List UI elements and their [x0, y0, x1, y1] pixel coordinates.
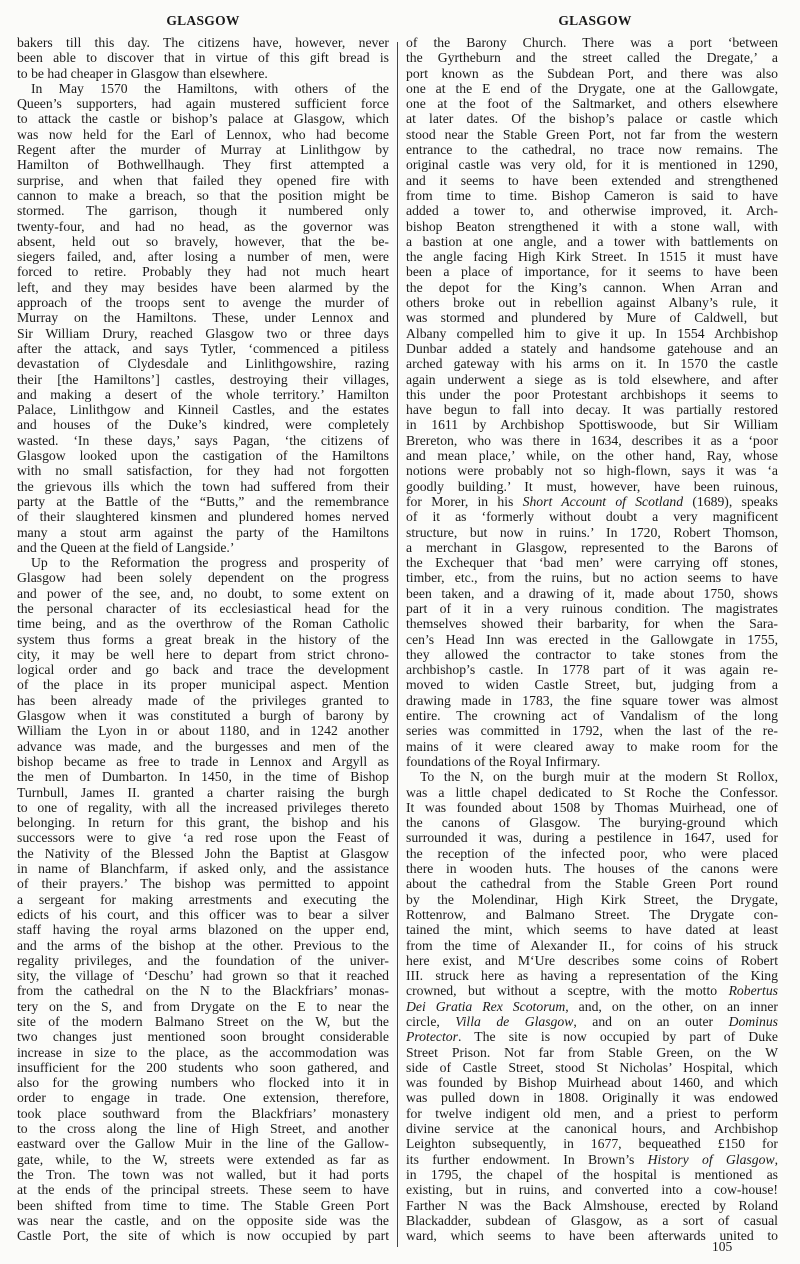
text-line: from time to time. Bishop Cameron is said to have [406, 187, 778, 203]
text-line: sity, the village of ‘Deschu’ had grown so that it reached [17, 968, 389, 984]
text-line: notions were probably not so high-flown, says it was ‘a [406, 463, 778, 479]
italic-title: Villa de Glasgow [455, 1014, 574, 1029]
text-line: gate, while, to the W, streets were extended as far as [17, 1151, 389, 1167]
text-line: others broke out in rebellion against Albany’s rule, it [406, 295, 778, 311]
text-line: series was committed in 1792, when the last of the re- [406, 723, 778, 739]
text-line: To the N, on the burgh muir at the modern St Rollox, [420, 769, 778, 785]
text-line: moved to widen Castle Street, but, judging from a [406, 677, 778, 693]
text-line: Sir William Drury, reached Glasgow two or three days [17, 325, 389, 341]
italic-title: Robertus [728, 983, 778, 999]
text-line: the grievous ills which the town had suffered from their [17, 478, 389, 494]
text-line: In May 1570 the Hamiltons, with others of the [31, 80, 389, 96]
text-line: the depot for the King’s cannon. When Arran and [406, 279, 778, 295]
text-segment: (1689), speaks [683, 493, 778, 509]
text-line: port known as the Subdean Port, and there was also [406, 65, 778, 81]
text-line: to attack the castle or bishop’s palace at Glasgow, which [17, 111, 389, 127]
text-line: there in wooden huts. The houses of the canons were [406, 861, 778, 877]
text-line: themselves showed their barbarity, for when the Sara- [406, 616, 778, 632]
text-line: this under the poor Protestant archbishops it seems to [406, 386, 778, 402]
text-line: Glasgow looked upon the castigation of the Hamiltons [17, 448, 389, 464]
text-line: in name of Blanchfarm, if asked only, and the assistance [17, 861, 389, 877]
text-line: to be had cheaper in Glasgow than elsewhere. [17, 65, 268, 81]
text-line: absent, held out so bravely, however, that the be- [17, 233, 389, 249]
text-line: Glasgow had been solely dependent on the progress [17, 570, 389, 586]
text-line: side of Castle Street, stood St Nicholas’ Hospital, which [406, 1059, 778, 1075]
text-line: Palace, Linlithgow and Kinneil Castles, and the estates [17, 402, 389, 418]
text-line: after the attack, and says Tytler, ‘commenced a pitiless [17, 340, 389, 356]
text-line: the personal character of its ecclesiastical head for the [17, 600, 389, 616]
text-line: regality privileges, and the foundation of the univer- [17, 952, 389, 968]
text-line: one at the E end of the Drygate, one at the Gallowgate, [406, 80, 778, 96]
text-line: one at the foot of the Saltmarket, and others elsewhere [406, 96, 778, 112]
text-line [406, 999, 778, 1014]
text-line: It was founded about 1508 by Thomas Muirhead, one of [406, 799, 778, 815]
text-line: Hamilton of Bothwellhaugh. They first attempted a [17, 157, 389, 173]
text-line: order to engage in trade. One extension, therefore, [17, 1090, 389, 1106]
text-line: Blackadder, subdean of Glasgow, as a sort of casual [406, 1212, 778, 1228]
text-line: logical order and go back and trace the development [17, 662, 389, 678]
text-line: William the Lyon in or about 1180, and in 1242 another [17, 723, 389, 739]
italic-title: Short Account of Scotland [522, 493, 684, 509]
text-line: and making a desert of the whole territory.’ Hamilton [17, 386, 389, 402]
text-line [406, 494, 778, 509]
text-line: drawing made in 1783, the fine square tower was almost [406, 692, 778, 708]
text-line: Dunbar added a stately and handsome gatehouse and an [406, 340, 778, 356]
text-line: Queen’s supporters, had again mustered sufficient force [17, 96, 389, 112]
text-line: Glasgow when it was constituted a burgh of barony by [17, 708, 389, 724]
text-line: advance was made, and the burgesses and men of the [17, 738, 389, 754]
text-line: of it as ‘formerly without doubt a very magnificent [406, 509, 778, 525]
page-number: 105 [712, 1239, 733, 1254]
text-line: a bastion at one angle, and a tower with battlements on [406, 233, 778, 249]
text-line: a sergeant for making arrestments and executing the [17, 891, 389, 907]
paragraph [17, 35, 389, 81]
column-divider [397, 42, 398, 1247]
text-line: time being, and as the overthrow of the Roman Catholic [17, 616, 389, 632]
text-line: many a stout arm against the party of the Hamiltons [17, 524, 389, 540]
right-column [406, 35, 778, 1243]
text-line: mains of it were cleared away to make room for the [406, 738, 778, 754]
text-line: arched gateway with his arms on it. In 1570 the castle [406, 356, 778, 372]
text-line: Turnbull, James II. granted a charter raising the burgh [17, 784, 389, 800]
text-line: from the time of Alexander II., for coins of his struck [406, 937, 778, 953]
text-line: the Exchequer that ‘bad men’ were carrying off stones, [406, 555, 778, 571]
text-line: was near the castle, and on the opposite side was the [17, 1212, 389, 1228]
text-line: to the cross along the line of High Street, and another [17, 1121, 389, 1137]
text-line: at later dates. Of the bishop’s palace or castle which [406, 111, 778, 127]
text-line: Farther N was the Back Almshouse, erected by Roland [406, 1197, 778, 1213]
text-line: goodly building.’ It must, however, have been ruinous, [406, 478, 778, 494]
text-line: approach of the troops sent to avenge the murder of [17, 295, 389, 311]
italic-title: History of Glasgow [647, 1151, 775, 1167]
text-line: city, it may be well here to depart from strict chrono- [17, 646, 389, 662]
text-line: at the ends of the principal streets. These seem to have [17, 1182, 389, 1198]
text-segment: its further endowment. In Brown’s [406, 1151, 648, 1167]
text-line: belonging. In return for this grant, the bishop and his [17, 815, 389, 831]
italic-title: Protector [406, 1029, 458, 1045]
text-line [406, 1014, 778, 1029]
text-line: been a place of importance, for it seems to have been [406, 264, 778, 280]
text-line: stood near the Stable Green Port, not far from the western [406, 126, 778, 142]
text-line: divine service at the canonical hours, and Archbishop [406, 1121, 778, 1137]
text-segment: , and on an outer [573, 1014, 729, 1029]
text-line: twenty-four, and had no head, as the governor was [17, 218, 389, 234]
text-line: insufficient for the 200 students who soon gathered, and [17, 1059, 389, 1075]
text-line: III. struck here as having a representation of the King [406, 968, 778, 984]
text-line: and it seems to have been extended and strengthened [406, 172, 778, 188]
text-line: the Tron. The town was not walled, but it had ports [17, 1166, 389, 1182]
text-line: forced to retire. Probably they had not much heart [17, 264, 389, 280]
text-line: foundations of the Royal Infirmary. [406, 753, 601, 769]
text-line: edicts of his court, and this officer was to bear a silver [17, 906, 389, 922]
text-line: about the cathedral from the Stable Green Port round [406, 876, 778, 892]
text-line: the men of Dumbarton. In 1450, in the time of Bishop [17, 769, 389, 785]
text-line: with no small satisfaction, for they had not forgotten [17, 463, 389, 479]
text-line: wasted. ‘In these days,’ says Pagan, ‘the citizens of [17, 432, 389, 448]
text-segment: for Morer, in his [406, 493, 523, 509]
text-line: been shifted from time to time. The Stable Green Port [17, 1197, 389, 1213]
text-line: added a tower to, and otherwise improved, it. Arch- [406, 203, 778, 219]
text-line: been able to discover that in virtue of this gift bread is [17, 50, 389, 66]
text-line: have begun to fall into decay. It was partially restored [406, 402, 778, 418]
text-line: existing, but in ruins, and converted into a cow-house! [406, 1182, 778, 1198]
text-line: increase in size to the place, as the accommodation was [17, 1044, 389, 1060]
text-segment: , [774, 1151, 779, 1167]
text-line: in 1795, the chapel of the hospital is mentioned as [406, 1166, 778, 1182]
text-line: Street Prison. Not far from Stable Green, on the W [406, 1044, 778, 1060]
italic-title: Dei Gratia Rex Scotorum [406, 998, 566, 1014]
text-line: system thus forms a great break in the history of the [17, 631, 389, 647]
text-line: part of it in a very ruinous condition. The magistrates [406, 600, 778, 616]
text-line: cannon to make a breach, so that the position might be [17, 187, 389, 203]
text-line: and houses of the Duke’s kindred, were completely [17, 417, 389, 433]
text-line: staff having the royal arms blazoned on the upper end, [17, 922, 389, 938]
text-line: took place southward from the Blackfriars’ monastery [17, 1105, 389, 1121]
text-line: ward, which seems to have been afterwards united to [406, 1228, 778, 1244]
text-line: a merchant in Glasgow, represented to the Barons of [406, 539, 778, 555]
text-line: and the Queen at the field of Langside.’ [17, 539, 235, 555]
left-column [17, 35, 389, 1243]
text-line: two changes just mentioned soon brought considerable [17, 1029, 389, 1045]
text-line: of the Barony Church. There was a port ‘between [406, 35, 778, 50]
text-line: bakers till this day. The citizens have, however, never [17, 35, 389, 50]
text-line: entire. The crowning act of Vandalism of the long [406, 708, 778, 724]
text-line: to one of regality, with all the increased privileges thereto [17, 799, 389, 815]
text-line: of their prayers.’ The bishop was permitted to appoint [17, 876, 389, 892]
text-line: entrance to the cathedral, no trace now remains. The [406, 142, 778, 158]
text-line: tained the mint, which seems to have dated at least [406, 922, 778, 938]
text-line: been taken, and a drawing of it, made about 1750, shows [406, 585, 778, 601]
text-line: tery on the S, and from Drygate on the E to near the [17, 998, 389, 1014]
italic-title: Dominus [728, 1014, 778, 1029]
text-line: their [the Hamiltons’] castles, destroying their villages, [17, 371, 389, 387]
text-line: eastward over the Gallow Muir in the line of the Gallow- [17, 1136, 389, 1152]
text-line: Brereton, who was there in 1634, describes it as a ‘poor [406, 432, 778, 448]
paragraph [17, 81, 389, 555]
text-line: party at the Battle of the “Butts,” and the remembrance [17, 493, 389, 509]
running-head-left: GLASGOW [166, 13, 240, 28]
text-line: here exist, and M‘Ure describes some coins of Robert [406, 952, 778, 968]
text-line: Leighton subsequently, in 1677, bequeathed £150 for [406, 1136, 778, 1152]
text-line: the canons of Glasgow. The burying-ground which [406, 815, 778, 831]
text-line: Up to the Reformation the progress and prosperity of [31, 555, 389, 571]
text-segment: , and, on the other, on an inner [565, 998, 778, 1014]
text-line: and the arms of the bishop at the other. Previous to the [17, 937, 389, 953]
text-line: siegers failed, and, after losing a number of men, were [17, 249, 389, 265]
text-line: and mean place,’ while, on the other hand, Ray, whose [406, 448, 778, 464]
paragraph [406, 35, 778, 769]
text-line: surprise, and when that failed they opened fire with [17, 172, 389, 188]
text-line: timber, etc., from the ruins, but no action seems to have [406, 570, 778, 586]
text-line: bishop Beaton strengthened it with a stone wall, with [406, 218, 778, 234]
text-line: site of the modern Balmano Street on the W, but the [17, 1014, 389, 1029]
text-line: the Nativity of the Blessed John the Baptist at Glasgow [17, 845, 389, 861]
text-line: the reception of the infected poor, who were placed [406, 845, 778, 861]
text-line: of the place in its proper municipal aspect. Mention [17, 677, 389, 693]
text-line [406, 1029, 778, 1044]
text-line: was now held for the Earl of Lennox, who had become [17, 126, 389, 142]
text-line: Murray on the Hamiltons. These, under Lennox and [17, 310, 389, 326]
text-line [406, 983, 778, 998]
text-line: surrounded it was, during a pestilence in 1647, used for [406, 830, 778, 846]
text-line: devastation of Clydesdale and Linlithgowshire, razing [17, 356, 389, 372]
text-segment: circle, [406, 1014, 456, 1029]
text-line: they allowed the contractor to take stones from the [406, 646, 778, 662]
text-line: the Gyrtheburn and the street called the Dregate,’ a [406, 50, 778, 66]
text-line: cen’s Head Inn was erected in the Gallowgate in 1755, [406, 631, 778, 647]
text-line: stormed. The garrison, though it numbered only [17, 203, 389, 219]
text-line: original castle was very old, for it is mentioned in 1290, [406, 157, 778, 173]
text-line: from the cathedral on the N to the Blackfriars’ monas- [17, 983, 389, 999]
text-line: and power of the see, and, no doubt, to some extent on [17, 585, 389, 601]
running-head-right: GLASGOW [558, 13, 632, 28]
text-line: Regent after the murder of Murray at Linlithgow by [17, 142, 389, 158]
text-line: was founded by Bishop Muirhead about 1460, and which [406, 1075, 778, 1091]
text-line: bishop became as free to trade in Lennox and Argyll as [17, 753, 389, 769]
text-line: Rottenrow, and Balmano Street. The Drygate con- [406, 906, 778, 922]
text-line: archbishop’s castle. In 1778 part of it was again re- [406, 662, 778, 678]
paragraph [17, 555, 389, 1243]
text-line [406, 1152, 778, 1167]
text-line: also for the growing numbers who flocked into it in [17, 1075, 389, 1091]
text-line: for twelve indigent old men, and a priest to perform [406, 1105, 778, 1121]
text-line: by the Molendinar, High Kirk Street, the Drygate, [406, 891, 778, 907]
text-line: has been already made of the privileges granted to [17, 692, 389, 708]
text-line: successors were to give ‘a red rose upon the Feast of [17, 830, 389, 846]
text-segment: crowned, but without a sceptre, with the motto [406, 983, 729, 999]
text-line: in 1611 by Archbishop Spottiswoode, but Sir William [406, 417, 778, 433]
text-line: was pulled down in 1808. Originally it was endowed [406, 1090, 778, 1106]
paragraph [406, 769, 778, 1243]
text-line: left, and they may besides have been alarmed by the [17, 279, 389, 295]
text-line: was stormed and plundered by Mure of Caldwell, but [406, 310, 778, 326]
text-line: structure, but now in ruins.’ In 1720, Robert Thomson, [406, 524, 778, 540]
text-line: Albany compelled him to give it up. In 1554 Archbishop [406, 325, 778, 341]
text-line: was a little chapel dedicated to St Roche the Confessor. [406, 784, 778, 800]
text-line: of their slaughtered kinsmen and plundered homes nerved [17, 509, 389, 525]
text-line: again underwent a siege as is told elsewhere, and after [406, 371, 778, 387]
text-line: the angle facing High Kirk Street. In 1515 it must have [406, 249, 778, 265]
text-segment: . The site is now occupied by part of Duke [457, 1029, 778, 1045]
text-line: Castle Port, the site of which is now occupied by part [17, 1228, 389, 1244]
